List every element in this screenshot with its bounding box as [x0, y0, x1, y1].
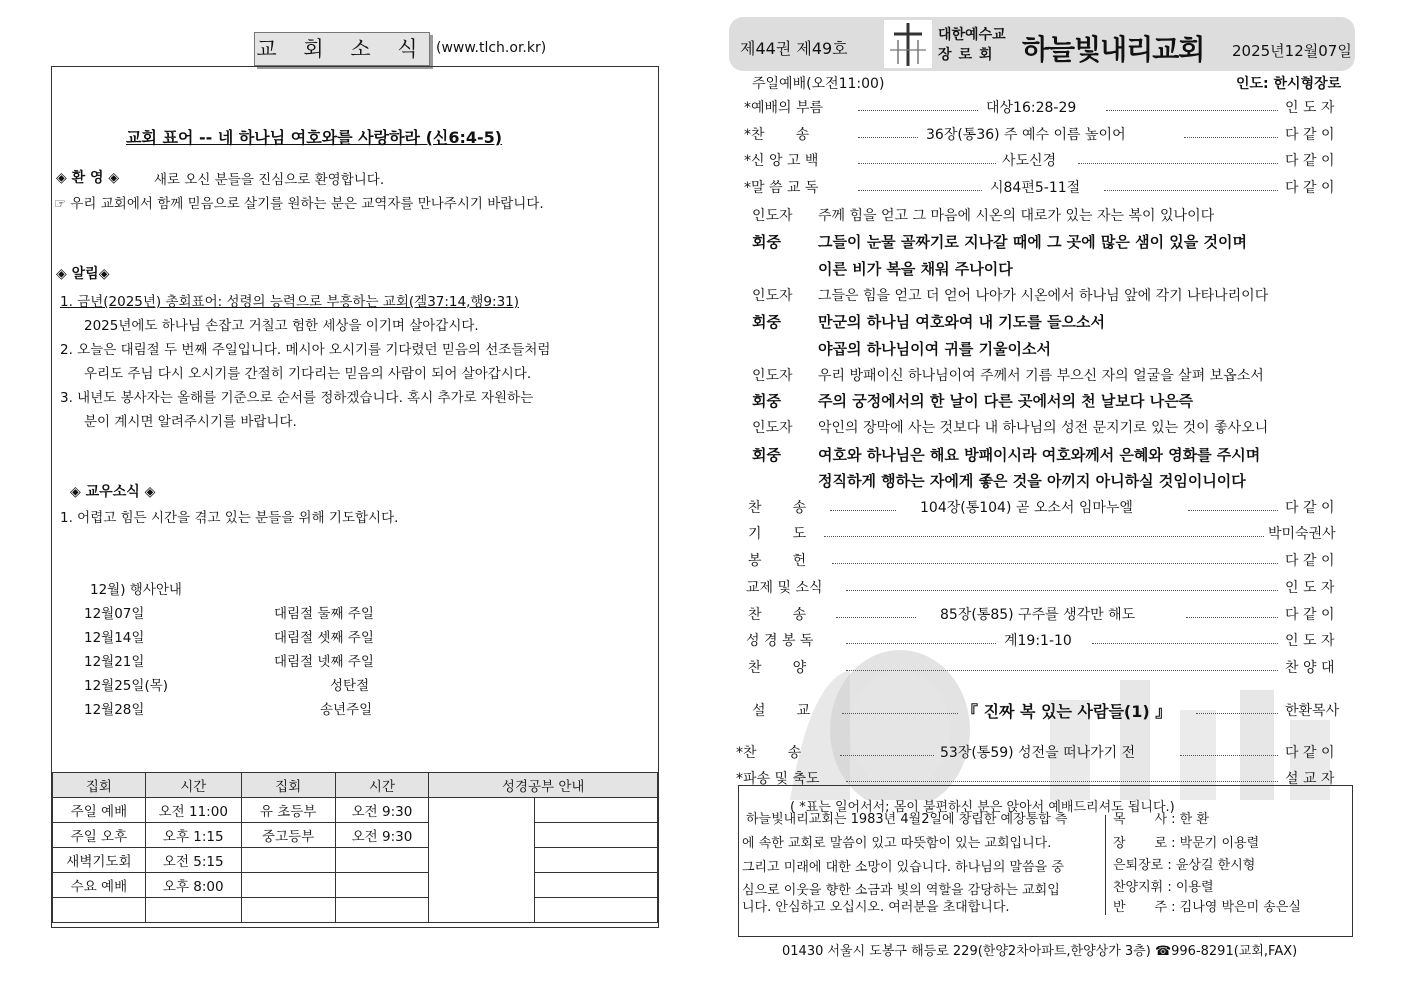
welcome-heading: ◈ 환 영 ◈ [56, 170, 120, 186]
table-cell [241, 848, 335, 873]
table-cell: 오전 5:15 [145, 848, 241, 873]
reading-role: 회중 [752, 446, 781, 464]
table-cell [241, 873, 335, 898]
dot-leader [846, 781, 1278, 782]
events-heading: 12월) 행사안내 [90, 582, 182, 598]
intro-line: 하늘빛내리교회는 1983년 4월2일에 창립한 예장통합 측 [746, 812, 1068, 827]
dot-leader [1196, 713, 1278, 714]
event-name: 성탄절 [330, 678, 370, 694]
order-item: *찬 송 [744, 127, 810, 143]
event-date: 12월28일 [84, 702, 145, 718]
event-date: 12월25일(목) [84, 678, 169, 694]
welcome-guide: ☞ 우리 교회에서 함께 믿음으로 살기를 원하는 분은 교역자를 만나주시기 바랍니다. [54, 196, 544, 212]
order-by: 인 도 자 [1285, 580, 1335, 596]
denomination-line1: 대한예수교 [938, 27, 1006, 43]
dot-leader [1092, 643, 1278, 644]
order-item: 찬 송 [748, 500, 807, 516]
members-heading: ◈ 교우소식 ◈ [70, 484, 156, 500]
table-cell: 주일 예배 [53, 798, 146, 823]
dot-leader [1180, 755, 1278, 756]
notice-line-1: 1. 금년(2025년) 총회표어: 성령의 능력으로 부흥하는 교회(겔37:14,행9:31) [60, 294, 520, 310]
intro-line: 니다. 안심하고 오십시오. 여러분을 초대합니다. [742, 900, 1010, 915]
table-cell [335, 848, 429, 873]
notice-line-6: 분이 계시면 알려주시기를 바랍니다. [84, 414, 297, 430]
order-item: *신 앙 고 백 [744, 153, 819, 169]
table-row [53, 798, 658, 823]
info-divider [1105, 815, 1106, 915]
members-line-1: 1. 어렵고 힘든 시간을 겪고 있는 분들을 위해 기도합시다. [60, 510, 399, 526]
order-by: 박미숙권사 [1268, 526, 1336, 542]
order-item: 찬 송 [748, 607, 807, 623]
table-cell: 오후 8:00 [145, 873, 241, 898]
notice-line-3: 2. 오늘은 대림절 두 번째 주일입니다. 메시아 오시기를 기다렸던 믿음의 선조들처럼 [60, 342, 551, 358]
reading-role: 인도자 [752, 288, 793, 304]
reading-text: 악인의 장막에 사는 것보다 내 하나님의 성전 문지기로 있는 것이 좋사오니 [818, 420, 1269, 436]
table-cell: 주일 오후 [53, 823, 146, 848]
table-cell [145, 898, 241, 923]
order-by: 다 같 이 [1285, 153, 1335, 169]
table-cell [535, 823, 658, 848]
dot-leader [846, 590, 1278, 591]
table-cell: 오전 9:30 [335, 823, 429, 848]
order-by: 인 도 자 [1285, 100, 1335, 116]
sermon-preacher: 한환목사 [1285, 703, 1340, 719]
reading-role: 인도자 [752, 368, 793, 384]
staff-line: 반 주 : 김나영 박은미 송은실 [1113, 900, 1301, 915]
reading-text: 만군의 하나님 여호와여 내 기도를 들으소서 [818, 313, 1105, 331]
notice-line-5: 3. 내년도 봉사자는 올해를 기준으로 순서를 정하겠습니다. 혹시 추가로 자원하는 [60, 390, 534, 406]
reading-text: 야곱의 하나님이여 귀를 기울이소서 [818, 340, 1052, 358]
order-content: 85장(통85) 구주를 생각만 해도 [940, 607, 1136, 623]
staff-line: 은퇴장로 : 윤상길 한시형 [1113, 858, 1256, 873]
order-content: 대상16:28-29 [986, 100, 1077, 116]
dot-leader [840, 755, 934, 756]
order-by: 다 같 이 [1285, 500, 1335, 516]
header-cell: 집회 [241, 773, 335, 798]
event-date: 12월14일 [84, 630, 145, 646]
order-by: 다 같 이 [1285, 127, 1335, 143]
reading-text: 정직하게 행하는 자에게 좋은 것을 아끼지 아니하실 것임이니이다 [818, 472, 1246, 490]
order-by: 인 도 자 [1285, 633, 1335, 649]
intro-line: 그리고 미래에 대한 소망이 있습니다. 하나님의 말씀을 중 [742, 860, 1064, 875]
church-motto: 교회 표어 -- 네 하나님 여호와를 사랑하라 (신6:4-5) [126, 128, 503, 147]
denomination-line2: 장로회 [938, 47, 1000, 63]
cross-logo-icon [884, 20, 932, 68]
order-content: 시84편5-11절 [990, 180, 1081, 196]
event-name: 대림절 셋째 주일 [274, 630, 374, 646]
dot-leader [832, 563, 1278, 564]
header-cell: 시간 [145, 773, 241, 798]
order-by: 다 같 이 [1285, 553, 1335, 569]
dot-leader [858, 110, 978, 111]
church-name: 하늘빛내리교회 [1022, 33, 1205, 66]
news-box [51, 66, 659, 928]
event-date: 12월21일 [84, 654, 145, 670]
order-item: 찬 양 [748, 660, 807, 676]
service-leader: 인도: 한시형장로 [1236, 76, 1342, 92]
order-item: *예배의 부름 [744, 100, 824, 116]
reading-role: 인도자 [752, 208, 793, 224]
table-cell [535, 898, 658, 923]
service-label: 주일예배(오전11:00) [752, 76, 885, 92]
dot-leader [842, 713, 958, 714]
staff-line: 목 사 : 한 환 [1113, 812, 1209, 827]
order-item: *말 씀 교 독 [744, 180, 819, 196]
dot-leader [1184, 137, 1278, 138]
dot-leader [1188, 510, 1278, 511]
volume-number: 제44권 제49호 [740, 39, 848, 58]
header-cell: 집회 [53, 773, 146, 798]
table-header-row [53, 773, 658, 798]
event-name: 송년주일 [320, 702, 373, 718]
table-cell [429, 798, 535, 923]
news-title: 교 회 소 식 [254, 32, 430, 66]
reading-text: 그들은 힘을 얻고 더 얻어 나아가 시온에서 하나님 앞에 각기 나타나리이다 [818, 288, 1269, 304]
table-cell [535, 873, 658, 898]
dot-leader [858, 190, 982, 191]
dot-leader [1104, 190, 1278, 191]
standing-note: ( *표는 일어서서; 몸이 불편하신 분은 앉아서 예배드리셔도 됩니다.) [790, 800, 1175, 815]
order-by: 설 교 자 [1285, 771, 1335, 787]
dot-leader [836, 617, 916, 618]
order-content: 36장(통36) 주 예수 이름 높이어 [926, 127, 1126, 143]
order-content: 104장(통104) 곧 오소서 임마누엘 [920, 500, 1133, 516]
reading-text: 주의 궁정에서의 한 날이 다른 곳에서의 천 날보다 나은즉 [818, 392, 1194, 410]
header-cell: 시간 [335, 773, 429, 798]
reading-role: 회중 [752, 392, 781, 410]
table-cell: 수요 예배 [53, 873, 146, 898]
header-cell: 성경공부 안내 [429, 773, 658, 798]
notice-line-2: 2025년에도 하나님 손잡고 거칠고 험한 세상을 이기며 살아갑시다. [84, 318, 479, 334]
order-by: 다 같 이 [1285, 607, 1335, 623]
reading-role: 회중 [752, 313, 781, 331]
dot-leader [858, 163, 996, 164]
event-name: 대림절 둘째 주일 [274, 606, 374, 622]
table-cell [535, 798, 658, 823]
reading-text: 이른 비가 복을 채워 주나이다 [818, 260, 1013, 278]
table-row [53, 873, 658, 898]
reading-role: 인도자 [752, 420, 793, 436]
order-item: 봉 헌 [748, 553, 807, 569]
table-cell: 새벽기도회 [53, 848, 146, 873]
table-cell: 오전 11:00 [145, 798, 241, 823]
staff-line: 장 로 : 박문기 이용렬 [1113, 836, 1260, 851]
order-item: *파송 및 축도 [736, 771, 820, 787]
dot-leader [1078, 163, 1278, 164]
order-by: 찬 양 대 [1285, 660, 1335, 676]
order-content: 사도신경 [1002, 153, 1057, 169]
dot-leader [1106, 110, 1278, 111]
order-by: 다 같 이 [1285, 180, 1335, 196]
table-cell [335, 898, 429, 923]
notice-heading: ◈ 알림◈ [56, 266, 110, 282]
order-item: 교제 및 소식 [746, 580, 823, 596]
order-item: 성 경 봉 독 [746, 633, 814, 649]
dot-leader [830, 510, 896, 511]
reading-text: 주께 힘을 얻고 그 마음에 시온의 대로가 있는 자는 복이 있나이다 [818, 208, 1215, 224]
reading-text: 우리 방패이신 하나님이여 주께서 기름 부으신 자의 얼굴을 살펴 보옵소서 [818, 368, 1264, 384]
sermon-item: 설 교 [752, 703, 811, 719]
reading-text: 그들이 눈물 골짜기로 지나갈 때에 그 곳에 많은 샘이 있을 것이며 [818, 233, 1247, 251]
reading-text: 여호와 하나님은 해요 방패이시라 여호와께서 은혜와 영화를 주시며 [818, 446, 1261, 464]
sermon-title: 『 진짜 복 있는 사람들(1) 』 [962, 702, 1172, 721]
intro-line: 에 속한 교회로 말씀이 있고 따뜻함이 있는 교회입니다. [742, 836, 1052, 851]
order-item: 기 도 [748, 526, 807, 542]
schedule-table [52, 772, 658, 923]
table-row [53, 898, 658, 923]
church-url[interactable]: (www.tlch.or.kr) [436, 40, 547, 56]
staff-line: 찬양지휘 : 이용렬 [1113, 880, 1214, 895]
order-content: 계19:1-10 [1004, 633, 1072, 649]
table-cell: 유 초등부 [241, 798, 335, 823]
intro-line: 심으로 이웃을 향한 소금과 빛의 역할을 감당하는 교회입 [742, 883, 1060, 898]
welcome-text: 새로 오신 분들을 진심으로 환영합니다. [154, 172, 385, 188]
notice-line-4: 우리도 주님 다시 오시기를 간절히 기다리는 믿음의 사람이 되어 살아갑시다. [84, 366, 532, 382]
table-cell [53, 898, 146, 923]
order-item: *찬 송 [736, 745, 802, 761]
table-cell: 오전 9:30 [335, 798, 429, 823]
table-cell [335, 873, 429, 898]
bulletin-date: 2025년12월07일 [1232, 42, 1352, 60]
event-date: 12월07일 [84, 606, 145, 622]
table-row [53, 823, 658, 848]
table-cell [241, 898, 335, 923]
church-address: 01430 서울시 도봉구 해등로 229(한양2차아파트,한양상가 3층) ☎996-8291(교회,FAX) [782, 944, 1298, 959]
dot-leader [846, 670, 1278, 671]
reading-role: 회중 [752, 233, 781, 251]
table-row [53, 848, 658, 873]
order-by: 다 같 이 [1285, 745, 1335, 761]
dot-leader [846, 643, 996, 644]
table-cell [535, 848, 658, 873]
dot-leader [1186, 617, 1278, 618]
table-cell: 오후 1:15 [145, 823, 241, 848]
event-name: 대림절 넷째 주일 [274, 654, 374, 670]
dot-leader [858, 137, 918, 138]
order-content: 53장(통59) 성전을 떠나가기 전 [940, 745, 1136, 761]
dot-leader [824, 536, 1264, 537]
table-cell: 중고등부 [241, 823, 335, 848]
